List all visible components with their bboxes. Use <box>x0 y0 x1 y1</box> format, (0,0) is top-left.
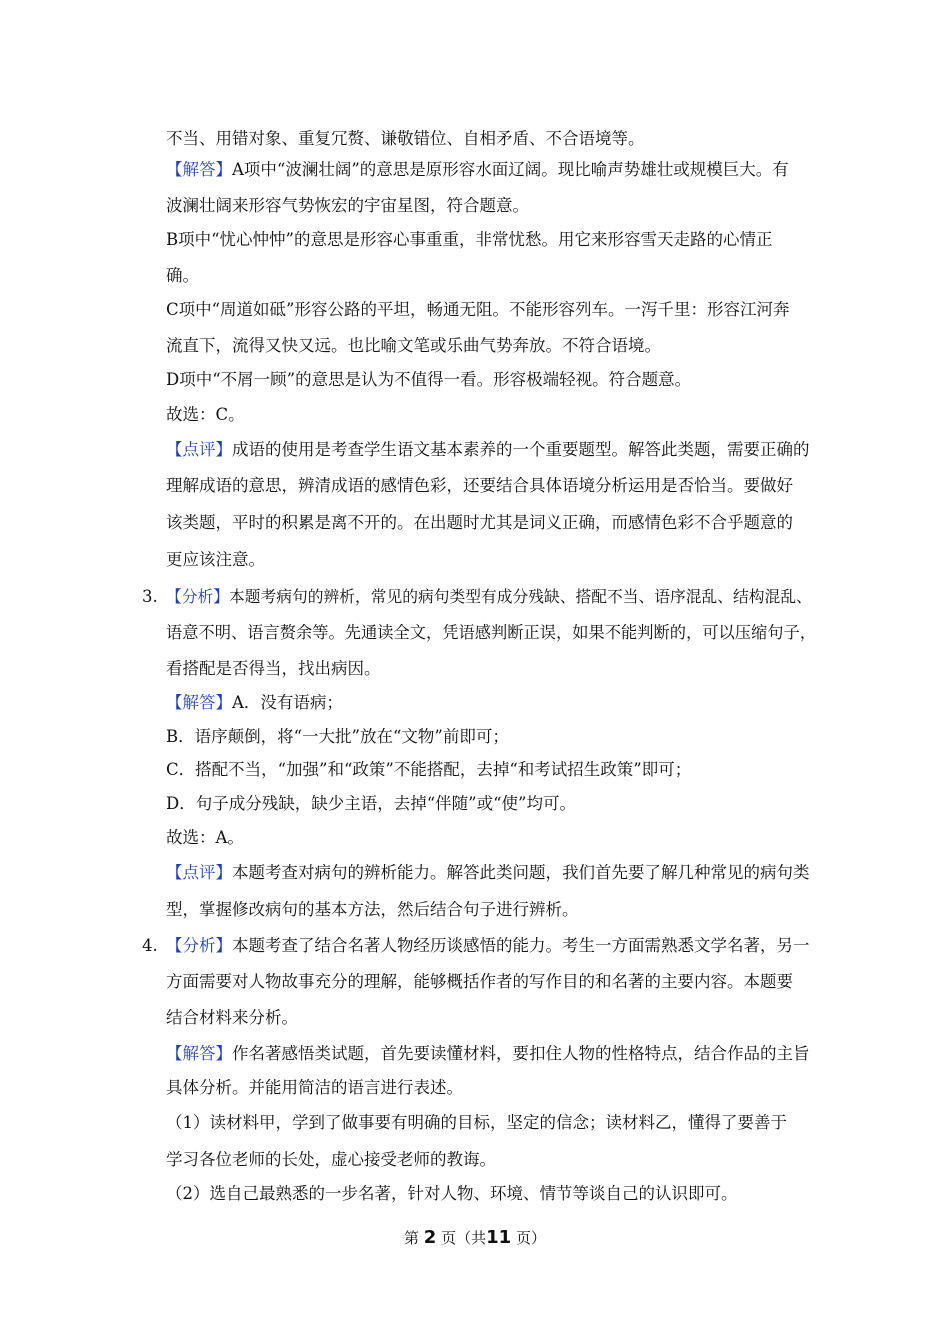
line-text: 语意不明、语言赘余等。先通读全文，凭语感判断正误，如果不能判断的，可以压缩句子， <box>166 623 816 642</box>
text-line <box>166 585 812 609</box>
section-tag: 【解答】 <box>166 1044 232 1063</box>
text-line <box>166 758 691 782</box>
page-total: 11 <box>486 1227 512 1248</box>
text-line <box>166 194 529 218</box>
text-line <box>166 1111 787 1135</box>
text-line <box>166 548 265 572</box>
line-text: 本题考病句的辨析，常见的病句类型有成分残缺、搭配不当、语序混乱、结构混乱、 <box>229 587 812 606</box>
text-line <box>166 792 576 816</box>
line-text: 方面需要对人物故事充分的理解，能够概括作者的写作目的和名著的主要内容。本题要 <box>166 972 793 991</box>
line-text: B项中“忧心忡忡”的意思是形容心事重重，非常忧愁。用它来形容雪天走路的心情正 <box>166 230 773 249</box>
line-text: 不当、用错对象、重复冗赘、谦敬错位、自相矛盾、不合语境等。 <box>166 129 645 148</box>
text-line <box>166 127 645 151</box>
section-tag: 【分析】 <box>166 587 229 606</box>
text-line <box>166 1042 810 1066</box>
footer-suffix: 页） <box>515 1229 546 1247</box>
text-line <box>166 158 789 182</box>
line-text: 确。 <box>166 266 199 285</box>
line-text: A．没有语病； <box>232 693 343 712</box>
page-footer <box>0 1226 950 1250</box>
text-line <box>166 334 661 358</box>
line-text: 学习各位老师的长处，虚心接受老师的教诲。 <box>166 1150 496 1169</box>
line-text: 结合材料来分析。 <box>166 1008 298 1027</box>
text-line <box>166 621 816 645</box>
line-text: 更应该注意。 <box>166 550 265 569</box>
line-text: 成语的使用是考查学生语文基本素养的一个重要题型。解答此类题，需要正确的 <box>232 440 810 459</box>
item-number: 3. <box>142 587 158 606</box>
text-line <box>166 861 810 885</box>
line-text: 故选：C。 <box>166 405 245 424</box>
text-line <box>166 1076 463 1100</box>
text-line <box>166 1182 738 1206</box>
line-text: 作名著感悟类试题，首先要读懂材料，要扣住人物的性格特点，结合作品的主旨 <box>232 1044 810 1063</box>
line-text: （2）选自己最熟悉的一步名著，针对人物、环境、情节等谈自己的认识即可。 <box>166 1184 738 1203</box>
footer-prefix: 第 <box>404 1229 420 1247</box>
text-line <box>166 657 381 681</box>
text-line <box>166 898 579 922</box>
text-line <box>166 511 793 535</box>
section-tag: 【解答】 <box>166 693 232 712</box>
text-line <box>166 970 793 994</box>
text-line <box>166 298 790 322</box>
text-line <box>166 691 343 715</box>
line-text: C项中“周道如砥”形容公路的平坦，畅通无阻。不能形容列车。一泻千里：形容江河奔 <box>166 300 790 319</box>
line-text: 看搭配是否得当，找出病因。 <box>166 659 381 678</box>
section-tag: 【点评】 <box>166 863 232 882</box>
section-tag: 【分析】 <box>166 936 232 955</box>
line-text: 本题考查对病句的辨析能力。解答此类问题，我们首先要了解几种常见的病句类 <box>232 863 810 882</box>
line-text: B．语序颠倒，将“一大批”放在“文物”前即可； <box>166 727 509 746</box>
text-line <box>166 1006 298 1030</box>
text-line <box>166 474 793 498</box>
line-text: 故选：A。 <box>166 828 244 847</box>
text-line <box>166 934 810 958</box>
line-text: 理解成语的意思，辨清成语的感情色彩，还要结合具体语境分析运用是否恰当。要做好 <box>166 476 793 495</box>
line-text: 具体分析。并能用简洁的语言进行表述。 <box>166 1078 463 1097</box>
text-line <box>166 264 199 288</box>
text-line <box>166 403 245 427</box>
footer-middle: 页（共 <box>441 1229 487 1247</box>
line-text: D．句子成分残缺，缺少主语，去掉“伴随”或“使”均可。 <box>166 794 576 813</box>
line-text: C．搭配不当，“加强”和“政策”不能搭配，去掉“和考试招生政策”即可； <box>166 760 692 779</box>
line-text: 本题考查了结合名著人物经历谈感悟的能力。考生一方面需熟悉文学名著，另一 <box>232 936 810 955</box>
text-line <box>166 368 691 392</box>
line-text: 波澜壮阔来形容气势恢宏的宇宙星图，符合题意。 <box>166 196 529 215</box>
line-text: A项中“波澜壮阔”的意思是原形容水面辽阔。现比喻声势雄壮或规模巨大。有 <box>232 160 789 179</box>
text-line <box>166 228 773 252</box>
item-number: 4. <box>142 936 158 955</box>
text-line <box>166 725 509 749</box>
section-tag: 【点评】 <box>166 440 232 459</box>
text-line <box>166 1148 496 1172</box>
line-text: 该类题，平时的积累是离不开的。在出题时尤其是词义正确，而感情色彩不合乎题意的 <box>166 513 793 532</box>
line-text: D项中“不屑一顾”的意思是认为不值得一看。形容极端轻视。符合题意。 <box>166 370 692 389</box>
text-line <box>166 826 244 850</box>
line-text: （1）读材料甲，学到了做事要有明确的目标，坚定的信念；读材料乙，懂得了要善于 <box>166 1113 787 1132</box>
page-number: 2 <box>423 1227 437 1248</box>
text-line <box>166 438 810 462</box>
line-text: 流直下，流得又快又远。也比喻文笔或乐曲气势奔放。不符合语境。 <box>166 336 661 355</box>
line-text: 型，掌握修改病句的基本方法，然后结合句子进行辨析。 <box>166 900 579 919</box>
section-tag: 【解答】 <box>166 160 232 179</box>
